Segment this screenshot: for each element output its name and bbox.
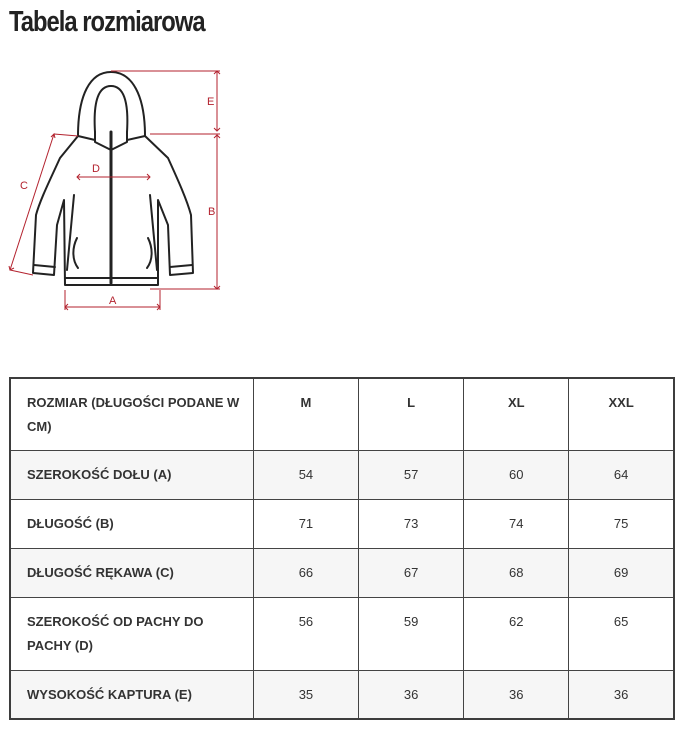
- table-header-row: [10, 378, 674, 450]
- table-cell: 65: [569, 597, 674, 670]
- size-header-xxl: XXL: [569, 378, 674, 450]
- row-label: WYSOKOŚĆ KAPTURA (E): [10, 670, 253, 719]
- table-cell: 60: [464, 450, 569, 499]
- table-row: [10, 670, 674, 719]
- size-table: [9, 377, 675, 720]
- table-cell: 66: [253, 548, 358, 597]
- table-cell: 59: [359, 597, 464, 670]
- table-cell: 36: [464, 670, 569, 719]
- table-cell: 75: [569, 499, 674, 548]
- table-cell: 56: [253, 597, 358, 670]
- dimension-label-e: E: [207, 96, 215, 108]
- table-row: [10, 499, 674, 548]
- row-label: DŁUGOŚĆ (B): [10, 499, 253, 548]
- dimension-label-a: A: [109, 295, 117, 307]
- row-label: SZEROKOŚĆ OD PACHY DO PACHY (D): [10, 597, 253, 670]
- row-label: DŁUGOŚĆ RĘKAWA (C): [10, 548, 253, 597]
- jacket-size-diagram: [0, 60, 240, 320]
- dimension-label-d: D: [92, 163, 100, 175]
- table-cell: 73: [359, 499, 464, 548]
- dimension-label-c: C: [20, 180, 28, 192]
- size-header-m: M: [253, 378, 358, 450]
- table-cell: 67: [359, 548, 464, 597]
- dimension-label-b: B: [208, 206, 216, 218]
- table-cell: 36: [359, 670, 464, 719]
- table-cell: 69: [569, 548, 674, 597]
- table-row: [10, 597, 674, 670]
- table-cell: 64: [569, 450, 674, 499]
- table-cell: 35: [253, 670, 358, 719]
- table-cell: 71: [253, 499, 358, 548]
- table-cell: 57: [359, 450, 464, 499]
- table-row: [10, 548, 674, 597]
- table-cell: 54: [253, 450, 358, 499]
- table-cell: 62: [464, 597, 569, 670]
- table-cell: 68: [464, 548, 569, 597]
- table-cell: 36: [569, 670, 674, 719]
- row-label: SZEROKOŚĆ DOŁU (A): [10, 450, 253, 499]
- size-header-xl: XL: [464, 378, 569, 450]
- jacket-outline: [33, 72, 193, 285]
- size-header-l: L: [359, 378, 464, 450]
- header-label: ROZMIAR (DŁUGOŚCI PODANE W CM): [10, 378, 253, 450]
- page-title: Tabela rozmiarowa: [9, 6, 205, 38]
- table-row: [10, 450, 674, 499]
- table-cell: 74: [464, 499, 569, 548]
